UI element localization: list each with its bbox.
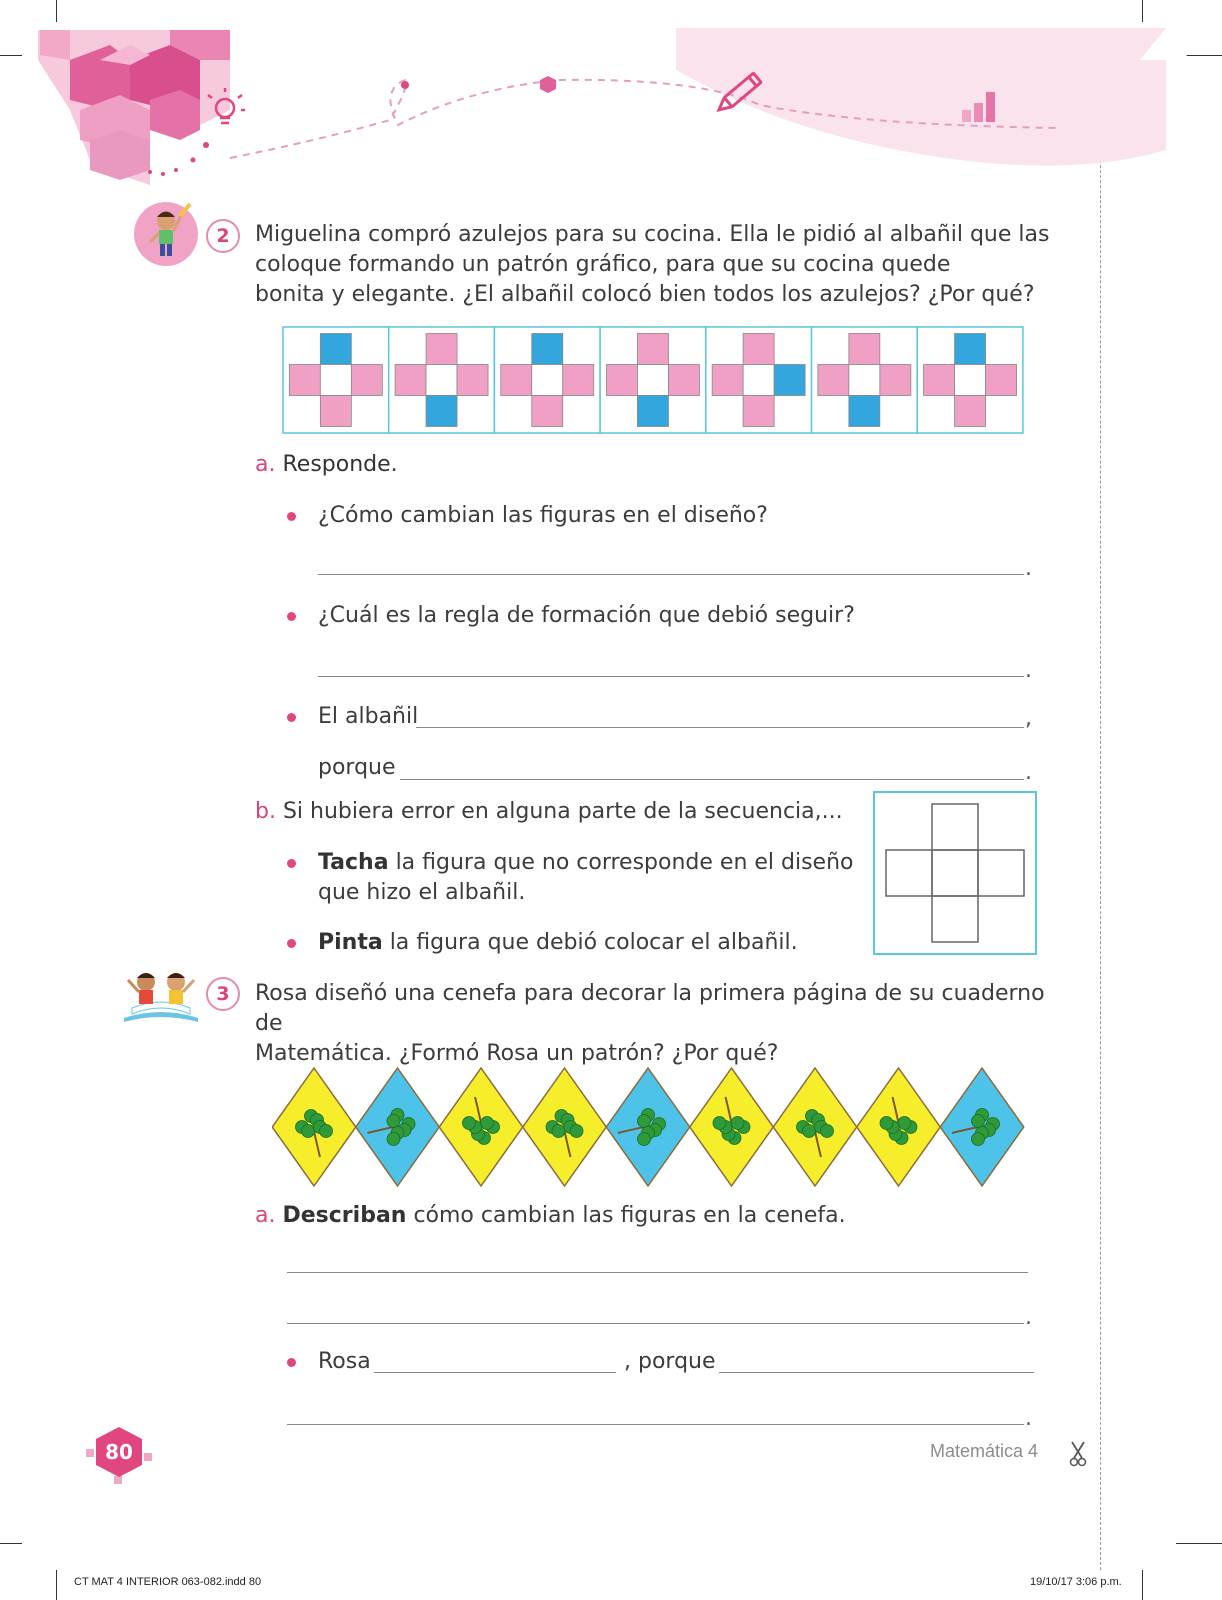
answer-line[interactable] <box>719 1372 1034 1373</box>
instruction-pinta <box>318 928 798 958</box>
line-end-dot: . <box>1025 658 1032 683</box>
item-letter: a. <box>255 1203 276 1228</box>
exercise-2-line: Miguelina compró azulejos para su cocina. Ella le pidió al albañil que las <box>255 222 1050 247</box>
exercise-number: 3 <box>206 977 240 1011</box>
tile-cross[interactable] <box>389 327 495 433</box>
exercise-2-line: coloque formando un patrón gráfico, para que su cocina quede <box>255 252 951 277</box>
diamond-tile[interactable] <box>439 1068 523 1186</box>
bullet <box>287 939 296 948</box>
answer-line[interactable] <box>318 574 1024 575</box>
line-end-comma: , <box>1025 706 1032 731</box>
answer-line[interactable] <box>287 1323 1024 1324</box>
item-letter: a. <box>255 452 276 477</box>
tile-cross[interactable] <box>812 327 918 433</box>
tile-cross[interactable] <box>917 327 1023 433</box>
print-date: 19/10/17 3:06 p.m. <box>1030 1576 1122 1588</box>
tile-pattern <box>282 326 1026 436</box>
diamond-tile[interactable] <box>523 1068 607 1186</box>
answer-line[interactable] <box>416 727 1024 728</box>
answer-line[interactable] <box>374 1372 616 1373</box>
print-slug: CT MAT 4 INTERIOR 063-082.indd 80 <box>74 1576 262 1588</box>
item-3a-heading <box>255 1201 846 1231</box>
tile-cross[interactable] <box>283 327 389 433</box>
bullet <box>287 1358 296 1367</box>
page-number: 80 <box>105 1440 133 1464</box>
diamond-tile[interactable] <box>606 1068 690 1186</box>
crop-mark <box>0 1543 22 1544</box>
diamond-tile[interactable] <box>940 1068 1024 1186</box>
line-end-dot: . <box>1025 556 1032 581</box>
crop-mark <box>1176 1543 1222 1544</box>
crop-mark <box>1142 1570 1143 1600</box>
answer-line[interactable] <box>287 1424 1024 1425</box>
item-a-label: Responde <box>282 452 391 477</box>
exercise-2-text <box>255 220 1055 310</box>
porque-label: , porque <box>624 1349 716 1374</box>
line-end-dot: . <box>1025 760 1032 785</box>
bullet <box>287 713 296 722</box>
instruction-tacha <box>318 848 858 908</box>
bullet <box>287 612 296 621</box>
crop-mark <box>56 1570 57 1600</box>
tacha-rest: la figura que no corresponde en el diseño <box>388 850 854 875</box>
line-end-dot: . <box>1025 1406 1032 1431</box>
diamond-tile[interactable] <box>356 1068 440 1186</box>
porque-label: porque <box>318 755 396 780</box>
book-title: Matemática 4 <box>930 1441 1039 1461</box>
bullet <box>287 859 296 868</box>
diamond-tile[interactable] <box>773 1068 857 1186</box>
item-b-heading <box>255 797 843 827</box>
question-1: ¿Cómo cambian las figuras en el diseño? <box>318 503 768 528</box>
answer-line[interactable] <box>400 779 1024 780</box>
exercise-2-line: bonita y elegante. ¿El albañil colocó bien todos los azulejos? ¿Por qué? <box>255 282 1035 307</box>
item-b-text: Si hubiera error en alguna parte de la secuencia,... <box>282 799 843 824</box>
answer-line[interactable] <box>287 1272 1028 1273</box>
diamond-tile[interactable] <box>857 1068 941 1186</box>
item-a-period: . <box>390 452 398 477</box>
scissors-icon <box>1068 1440 1088 1468</box>
line-end-dot: . <box>1025 1305 1032 1330</box>
kids-reading-icon <box>118 962 204 1024</box>
item-a-heading <box>255 450 398 480</box>
blank-cross-figure[interactable] <box>873 791 1037 956</box>
cube-stack-icon <box>38 30 230 185</box>
tacha-bold: Tacha <box>318 850 389 875</box>
header-decoration <box>0 0 1222 200</box>
question-3-start: El albañil <box>318 704 419 729</box>
bullet <box>287 512 296 521</box>
tile-cross[interactable] <box>600 327 706 433</box>
rosa-label: Rosa <box>318 1349 371 1374</box>
pinta-rest: la figura que debió colocar el albañil. <box>382 930 798 955</box>
tile-cross[interactable] <box>494 327 600 433</box>
describan-rest: cómo cambian las figuras en la cenefa. <box>406 1203 846 1228</box>
cut-line <box>1100 30 1101 1570</box>
diamond-tile[interactable] <box>690 1068 774 1186</box>
tacha-line2: que hizo el albañil. <box>318 880 526 905</box>
pinta-bold: Pinta <box>318 930 383 955</box>
diamond-tile[interactable] <box>272 1068 356 1186</box>
boy-with-pencil-icon <box>132 200 200 268</box>
item-letter: b. <box>255 799 276 824</box>
answer-line[interactable] <box>318 676 1024 677</box>
exercise-3-text <box>255 979 1055 1069</box>
tile-cross[interactable] <box>706 327 812 433</box>
describan-bold: Describan <box>282 1203 407 1228</box>
diamond-border <box>272 1066 1032 1188</box>
question-2: ¿Cuál es la regla de formación que debió seguir? <box>318 603 855 628</box>
exercise-3-line: Rosa diseñó una cenefa para decorar la primera página de su cuaderno de <box>255 981 1045 1036</box>
exercise-number: 2 <box>206 219 240 253</box>
exercise-3-line: Matemática. ¿Formó Rosa un patrón? ¿Por qué? <box>255 1041 779 1066</box>
